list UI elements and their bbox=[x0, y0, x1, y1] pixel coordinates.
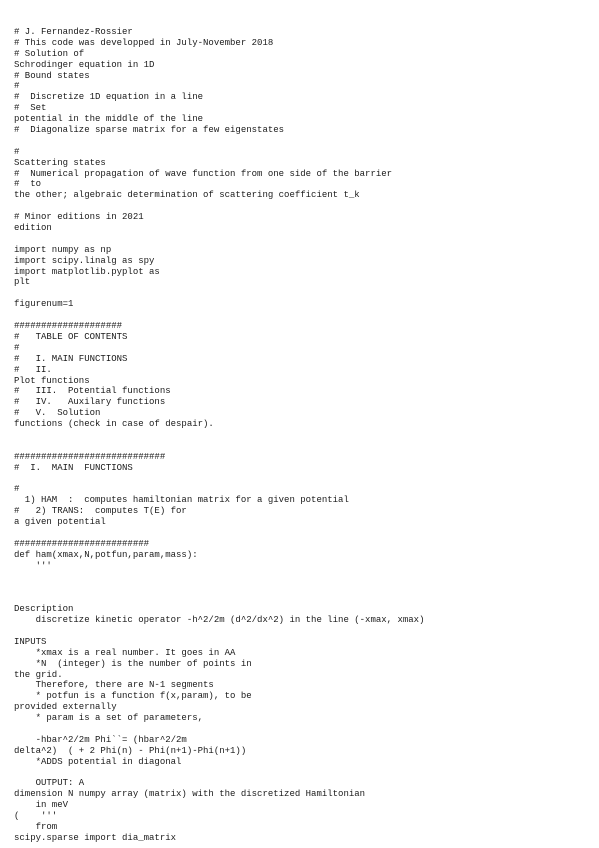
code-line: import numpy as np bbox=[14, 244, 112, 255]
code-line bbox=[14, 528, 594, 539]
code-line: # Set bbox=[14, 103, 47, 114]
code-line bbox=[14, 234, 594, 245]
code-line: # bbox=[14, 342, 20, 353]
code-line: INPUTS bbox=[14, 636, 47, 647]
code-line: # 2) TRANS: computes T(E) for bbox=[14, 506, 187, 517]
code-line bbox=[14, 593, 594, 604]
code-line bbox=[14, 310, 594, 321]
code-line: # II. bbox=[14, 364, 52, 375]
code-line: *N (integer) is the number of points in bbox=[14, 658, 252, 669]
code-line: ############################ bbox=[14, 451, 166, 462]
code-line: the other; algebraic determination of scattering coefficient t_k bbox=[14, 190, 360, 201]
code-line: dimension N numpy array (matrix) with the discretized Hamiltonian bbox=[14, 789, 366, 800]
code-line: # Bound states bbox=[14, 70, 90, 81]
code-line: # IV. Auxilary functions bbox=[14, 397, 166, 408]
code-line: -hbar^2/2m Phi``= (hbar^2/2m bbox=[14, 734, 187, 745]
code-line: # bbox=[14, 484, 20, 495]
code-line: delta^2) ( + 2 Phi(n) - Phi(n+1)-Phi(n+1)) bbox=[14, 745, 247, 756]
code-line bbox=[14, 768, 594, 779]
code-line: import scipy.linalg as spy bbox=[14, 255, 155, 266]
code-line: # Discretize 1D equation in a line bbox=[14, 92, 204, 103]
code-line: provided externally bbox=[14, 702, 117, 713]
code-line: # I. MAIN FUNCTIONS bbox=[14, 462, 133, 473]
code-line bbox=[14, 626, 594, 637]
code-line: ''' bbox=[14, 560, 52, 571]
code-line: # bbox=[14, 81, 20, 92]
code-line bbox=[14, 201, 594, 212]
code-line: *xmax is a real number. It goes in AA bbox=[14, 647, 236, 658]
code-line: in meV bbox=[14, 800, 69, 811]
code-line: Therefore, there are N-1 segments bbox=[14, 680, 214, 691]
code-line: 1) HAM : computes hamiltonian matrix for a given potential bbox=[14, 495, 349, 506]
code-line: functions (check in case of despair). bbox=[14, 419, 214, 430]
code-line: * param is a set of parameters, bbox=[14, 713, 204, 724]
code-line: Plot functions bbox=[14, 375, 90, 386]
code-line: Description bbox=[14, 604, 74, 615]
code-line: # III. Potential functions bbox=[14, 386, 171, 397]
code-line: OUTPUT: A bbox=[14, 778, 85, 789]
code-line bbox=[14, 430, 594, 441]
code-line: scipy.sparse import dia_matrix bbox=[14, 832, 177, 843]
code-line: # TABLE OF CONTENTS bbox=[14, 331, 128, 342]
code-line: Scattering states bbox=[14, 157, 106, 168]
code-line: # J. Fernandez-Rossier bbox=[14, 27, 133, 37]
code-line: ######################### bbox=[14, 538, 150, 549]
code-line: figurenum=1 bbox=[14, 299, 74, 310]
code-line: a given potential bbox=[14, 517, 106, 528]
code-line: discretize kinetic operator -h^2/2m (d^2/dx^2) in the line (-xmax, xmax) bbox=[14, 615, 425, 626]
code-line: #################### bbox=[14, 321, 123, 332]
code-line: # Minor editions in 2021 bbox=[14, 212, 144, 223]
code-line bbox=[14, 288, 594, 299]
code-line bbox=[14, 582, 594, 593]
code-line: # bbox=[14, 146, 20, 157]
code-line: plt bbox=[14, 277, 31, 288]
code-line: Schrodinger equation in 1D bbox=[14, 59, 155, 70]
code-line: # I. MAIN FUNCTIONS bbox=[14, 353, 128, 364]
code-listing bbox=[14, 27, 594, 844]
code-line: # Solution of bbox=[14, 48, 85, 59]
code-line bbox=[14, 572, 594, 583]
code-line: * potfun is a function f(x,param), to be bbox=[14, 691, 252, 702]
code-line: ( ''' bbox=[14, 811, 58, 822]
code-line: # V. Solution bbox=[14, 408, 101, 419]
code-line: # to bbox=[14, 179, 42, 190]
code-line bbox=[14, 441, 594, 452]
code-line: def ham(xmax,N,potfun,param,mass): bbox=[14, 549, 198, 560]
code-line: # Numerical propagation of wave function from one side of the barrier bbox=[14, 168, 393, 179]
code-line bbox=[14, 724, 594, 735]
code-line: potential in the middle of the line bbox=[14, 114, 204, 125]
code-line: *ADDS potential in diagonal bbox=[14, 756, 182, 767]
code-line: edition bbox=[14, 223, 52, 234]
code-line: # Diagonalize sparse matrix for a few eigenstates bbox=[14, 125, 285, 136]
code-line bbox=[14, 136, 594, 147]
code-line: from bbox=[14, 822, 58, 833]
code-line: the grid. bbox=[14, 669, 63, 680]
code-line: # This code was developped in July-November 2018 bbox=[14, 37, 274, 48]
code-line: import matplotlib.pyplot as bbox=[14, 266, 160, 277]
code-line bbox=[14, 474, 594, 485]
